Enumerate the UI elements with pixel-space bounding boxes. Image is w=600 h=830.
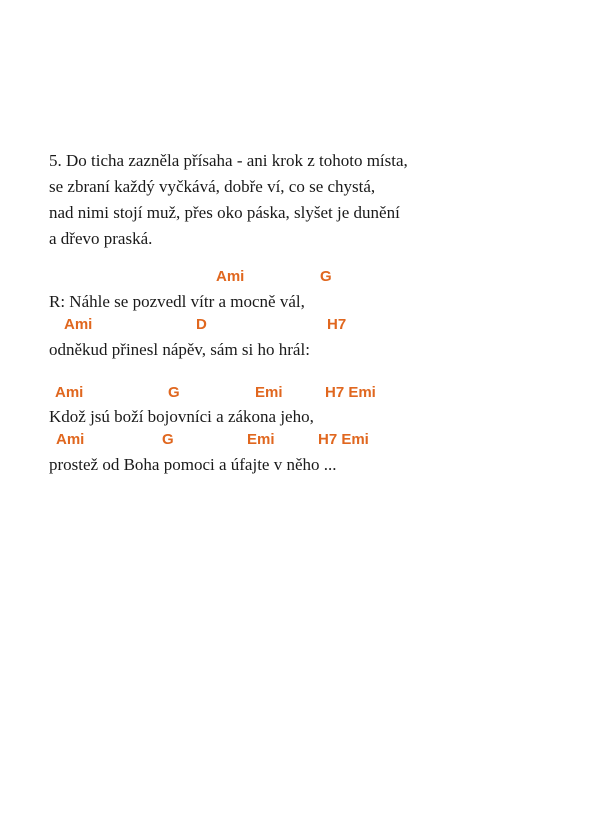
chord: H7 Emi [318,431,369,448]
chord: Ami [55,384,84,401]
chorus-line: prostež od Boha pomoci a úfajte v něho ... [49,455,337,474]
chord: Emi [247,431,275,448]
chord: H7 [327,316,347,333]
chorus-line: Kdož jsú boží bojovníci a zákona jeho, [49,407,314,426]
chord: G [168,384,180,401]
chord: G [320,268,332,285]
chord: Ami [64,316,93,333]
verse-line: nad nimi stojí muž, přes oko páska, slyšet je dunění [49,203,400,222]
verse-line: 5. Do ticha zazněla přísaha - ani krok z tohoto místa, [49,151,408,170]
refrain-line: odněkud přinesl nápěv, sám si ho hrál: [49,340,310,359]
refrain-line: R: Náhle se pozvedl vítr a mocně vál, [49,292,305,311]
verse-line: se zbraní každý vyčkává, dobře ví, co se chystá, [49,177,376,196]
chord: Emi [255,384,283,401]
chord: Ami [56,431,85,448]
chord: H7 Emi [325,384,376,401]
chord: D [196,316,207,333]
chord: G [162,431,174,448]
verse-line: a dřevo praská. [49,229,153,248]
chord: Ami [216,268,245,285]
